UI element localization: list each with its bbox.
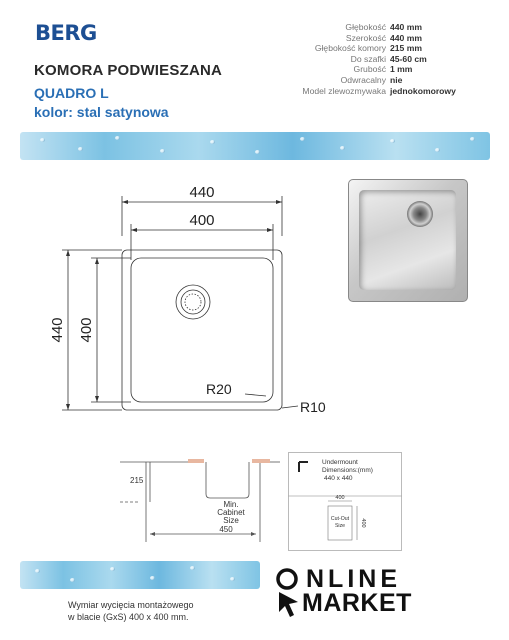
radius-inner-label: R20 bbox=[206, 381, 232, 397]
spec-value: 215 mm bbox=[390, 43, 423, 54]
spec-label: Odwracalny bbox=[340, 74, 386, 85]
spec-label: Model zlewozmywaka bbox=[302, 85, 386, 96]
caption-line1: Wymiar wycięcia montażowego bbox=[68, 600, 194, 610]
product-photo bbox=[348, 179, 468, 302]
spec-label: Głębokość komory bbox=[314, 43, 386, 54]
brand-ring-icon bbox=[274, 567, 302, 591]
dim-inner-width: 400 bbox=[189, 212, 215, 229]
spec-table bbox=[262, 22, 456, 96]
spec-label: Do szafki bbox=[350, 53, 386, 64]
spec-label: Głębokość bbox=[345, 22, 386, 32]
spec-row bbox=[262, 33, 456, 44]
brand-line1: NLINE bbox=[306, 565, 401, 593]
dim-outer-height: 440 bbox=[49, 317, 66, 343]
min-cabinet-line3: Size bbox=[223, 516, 239, 525]
spec-row bbox=[262, 86, 456, 97]
top-view-drawing bbox=[0, 170, 350, 440]
sink-basin bbox=[359, 190, 456, 290]
spec-value: 1 mm bbox=[390, 64, 413, 75]
spec-row bbox=[262, 54, 456, 65]
undermount-title-line2: Dimensions:(mm) bbox=[322, 467, 373, 474]
spec-row bbox=[262, 64, 456, 75]
product-title: KOMORA PODWIESZANA bbox=[34, 62, 223, 79]
spec-value: 45-60 cm bbox=[390, 53, 427, 64]
depth-label: 215 bbox=[130, 476, 144, 485]
cursor-icon bbox=[276, 590, 302, 620]
caption-line2: w blacie (GxS) 400 x 400 mm. bbox=[68, 612, 189, 622]
undermount-diagram bbox=[288, 452, 403, 552]
undermount-title-line1: Undermount bbox=[322, 459, 358, 466]
spec-row bbox=[262, 43, 456, 54]
cutout-label-line1: Cut-Out bbox=[330, 516, 350, 522]
cutout-width: 400 bbox=[335, 495, 345, 501]
min-cabinet-line1: Min. bbox=[223, 500, 239, 509]
product-model: QUADRO L bbox=[34, 85, 109, 101]
undermount-size: 440 x 440 bbox=[324, 475, 353, 482]
spec-row bbox=[262, 75, 456, 86]
store-brand bbox=[282, 567, 412, 615]
radius-outer-label: R10 bbox=[300, 399, 326, 415]
cutout-height: 400 bbox=[360, 518, 366, 528]
min-cabinet-line2: Cabinet bbox=[217, 508, 245, 517]
spec-value: 440 mm bbox=[390, 32, 423, 43]
brand-logo: BERG bbox=[35, 21, 97, 45]
spec-label: Grubość bbox=[353, 64, 386, 75]
countertop-right bbox=[252, 459, 270, 463]
spec-value: nie bbox=[390, 74, 403, 85]
spec-value: jednokomorowy bbox=[390, 85, 456, 96]
water-banner-bottom bbox=[20, 561, 260, 589]
brand-line2: MARKET bbox=[302, 589, 412, 617]
dim-inner-height: 400 bbox=[78, 317, 95, 343]
cutout-label-line2: Size bbox=[334, 523, 346, 529]
spec-row bbox=[262, 22, 456, 33]
cutout-caption bbox=[68, 599, 193, 623]
section-drawing bbox=[120, 452, 285, 552]
countertop-left bbox=[188, 459, 204, 463]
spec-label: Szerokość bbox=[345, 32, 386, 43]
drain-icon bbox=[407, 201, 433, 227]
product-color: kolor: stal satynowa bbox=[34, 104, 169, 120]
dim-outer-width: 440 bbox=[189, 184, 215, 201]
water-banner-top bbox=[20, 132, 490, 160]
cabinet-size-label: 450 bbox=[219, 525, 233, 534]
spec-value: 440 mm bbox=[390, 22, 423, 32]
